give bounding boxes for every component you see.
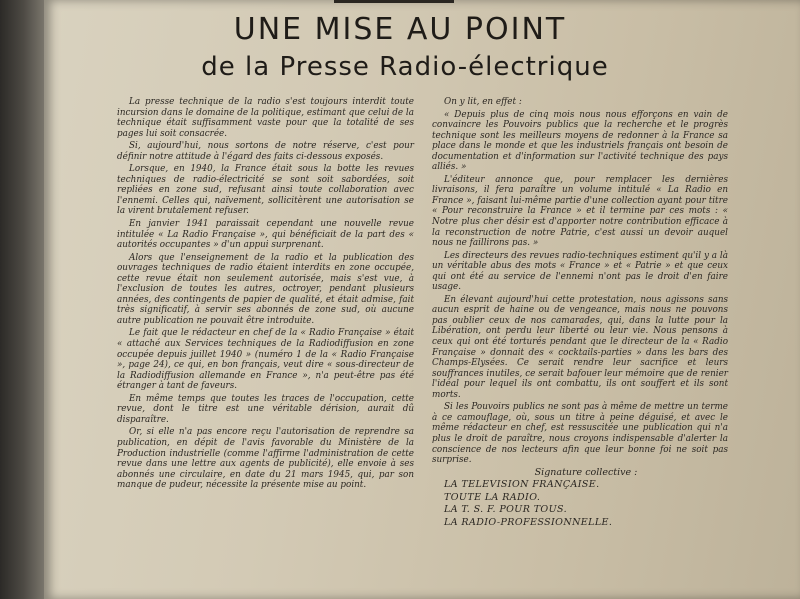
- paragraph: Lorsque, en 1940, la France était sous la botte les revues techniques de radio-électricité se sont soit sabordées, soit repliées en zone sud, refusant ainsi toute collaboration avec l'ennemi. Celles qui, naïvement, sollicitèrent une autorisation se la virent brutalement refuser.: [117, 164, 414, 217]
- signatory: LA RADIO-PROFESSIONNELLE.: [444, 516, 613, 528]
- left-column: [117, 97, 414, 493]
- paragraph: En même temps que toutes les traces de l'occupation, cette revue, dont le titre est une véritable dérision, aurait dû disparaître.: [117, 393, 414, 425]
- paragraph: En janvier 1941 paraissait cependant une nouvelle revue intitulée « La Radio Française », qui bénéficiait de la part des « autorités occupantes » d'un appui surprenant.: [117, 219, 414, 251]
- signatory: LA TELEVISION FRANÇAISE.: [444, 479, 600, 491]
- article-title: UNE MISE AU POINT: [233, 12, 567, 47]
- paragraph: L'éditeur annonce que, pour remplacer les dernières livraisons, il fera paraître un volume intitulé « La Radio en France », faisant lui-même partie d'une collection ayant pour titre « Pour reconstruire la France » et il termine par ces mots : « Notre plus cher désir est d'apporter notre contribution efficace à la reconstruction de notre Patrie, c'est aussi un devoir auquel nous ne faillirons pas. »: [432, 174, 728, 249]
- paragraph: « Depuis plus de cinq mois nous nous efforçons en vain de convaincre les Pouvoirs publics que la recherche et le progrès technique sont les meilleurs moyens de redonner à la France sa place dans le monde et que les industriels français ont besoin de documentation et d'information sur l'activité technique des pays alliés. »: [432, 109, 728, 173]
- paragraph: En élevant aujourd'hui cette protestation, nous agissons sans aucun esprit de haine ou de vengeance, mais nous ne pouvons pas oublier ceux de nos camarades, qui, dans la lutte pour la Libération, ont perdu leur liberté ou leur vie. Nous pensons à ceux qui ont été torturés pendant que le directeur de la « Radio Française » donnait des « cocktails-parties » dans les bars des Champs-Elysées. Ce serait rendre leur sacrifice et leurs souffrances inutiles, ce serait bafouer leur mémoire que de renier l'idéal pour lequel ils ont combattu, ils ont souffert et ils sont morts.: [432, 294, 728, 400]
- paragraph: Si les Pouvoirs publics ne sont pas à même de mettre un terme à ce camouflage, où, sous un titre à peine déguisé, et avec le même rédacteur en chef, est ressuscitée une publication qui n'a plus le droit de paraître, nous croyons indispensable d'alerter la conscience de nos lecteurs afin que leur bonne foi ne soit pas surprise.: [432, 402, 728, 466]
- paragraph: Si, aujourd'hui, nous sortons de notre réserve, c'est pour définir notre attitude à l'égard des faits ci-dessous exposés.: [117, 141, 414, 162]
- signatory: LA T. S. F. POUR TOUS.: [444, 504, 568, 516]
- paragraph: Les directeurs des revues radio-techniques estiment qu'il y a là un véritable abus des mots « France » et « Patrie » et que ceux qui ont été au service de l'ennemi n'ont pas le droit d'en faire usage.: [432, 250, 728, 293]
- top-rule: [334, 0, 454, 3]
- paragraph: Le fait que le rédacteur en chef de la « Radio Française » était « attaché aux Services techniques de la Radiodiffusion en zone occupée depuis juillet 1940 » (numéro 1 de la « Radio Française », page 24), ce qui, en bon français, veut dire « sous-directeur de la Radiodiffusion allemande en France », n'a peut-être pas été étranger à tant de faveurs.: [117, 328, 414, 392]
- signature-label: Signature collective :: [534, 466, 638, 478]
- signatory: TOUTE LA RADIO.: [444, 491, 541, 503]
- paragraph: Or, si elle n'a pas encore reçu l'autorisation de reprendre sa publication, en dépit de l'avis favorable du Ministère de la Production industrielle (comme l'affirme l'administration de cette revue dans une lettre aux agents de publicité), elle envoie à ses abonnés une circulaire, en date du 21 mars 1945, qui, par son manque de pudeur, nécessite la présente mise au point.: [117, 427, 414, 491]
- article-subtitle: de la Presse Radio-électrique: [201, 52, 609, 82]
- right-column: [432, 97, 728, 530]
- paragraph: On y lit, en effet :: [444, 97, 522, 107]
- paragraph: Alors que l'enseignement de la radio et la publication des ouvrages techniques de radio étaient interdits en zone occupée, cette revue était non seulement autorisée, mais s'est vue, à l'exclusion de toutes les autres, octroyer, pendant plusieurs années, des contingents de papier de qualité, et était admise, fait très significatif, à servir ses abonnés de zone sud, où aucune autre publication ne pouvait être introduite.: [117, 252, 414, 326]
- paragraph: La presse technique de la radio s'est toujours interdit toute incursion dans le domaine de la politique, estimant que celui de la technique était suffisamment vaste pour que la totalité de ses pages lui soit consacrée.: [117, 97, 414, 139]
